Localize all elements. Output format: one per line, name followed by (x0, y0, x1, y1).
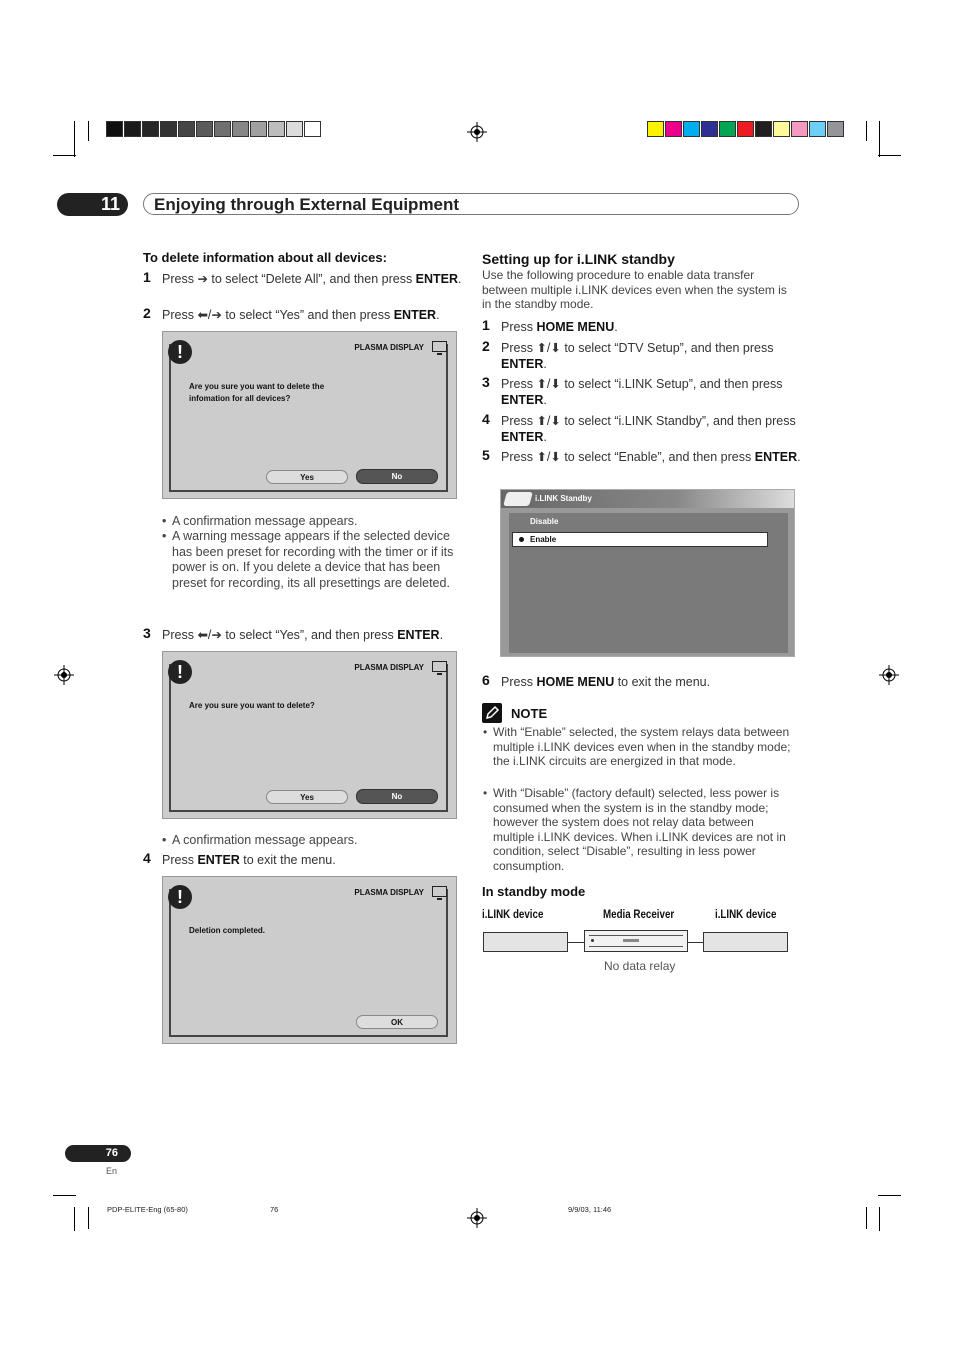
right-arrow-icon: ➔ (197, 272, 208, 286)
color-swatch (647, 121, 664, 137)
color-swatch (268, 121, 285, 137)
right-step-6: 6 Press HOME MENU to exit the menu. (482, 672, 711, 689)
warning-icon: ! (168, 885, 192, 909)
bullet-item: • A confirmation message appears. (162, 514, 472, 530)
color-swatch (214, 121, 231, 137)
color-swatch (665, 121, 682, 137)
color-swatch (755, 121, 772, 137)
color-swatch (701, 121, 718, 137)
left-step-3: 3 Press ⬅/➔ to select “Yes”, and then press ENTER. (143, 625, 444, 642)
selected-dot-icon (519, 537, 524, 542)
registration-mark-icon (879, 665, 899, 685)
tv-icon (432, 886, 447, 897)
right-step-3: 3 Press ⬆/⬇ to select “i.LINK Setup”, and then press ENTER. (482, 374, 783, 407)
dialog-brand: PLASMA DISPLAY (354, 343, 424, 352)
left-step-4: 4 Press ENTER to exit the menu. (143, 850, 336, 867)
color-swatch (250, 121, 267, 137)
up-down-arrows-icon: ⬆/⬇ (536, 450, 561, 464)
color-swatch (773, 121, 790, 137)
ilink-device-left (483, 932, 568, 952)
menu-option-enable[interactable]: Enable (512, 532, 768, 547)
bullet-item: • A warning message appears if the selected device has been preset for recording with the timer or if its power is on. If you delete a device that has been preset for recording, its all presettings are deleted. (162, 529, 472, 591)
color-swatch (196, 121, 213, 137)
yes-button[interactable]: Yes (266, 790, 348, 804)
warning-icon: ! (168, 340, 192, 364)
dialog-message: Are you sure you want to delete the infomation for all devices? (189, 382, 325, 403)
right-step-1: 1 Press HOME MENU. (482, 317, 618, 334)
registration-mark-icon (467, 1208, 487, 1228)
no-button[interactable]: No (356, 469, 438, 484)
note-item: • With “Disable” (factory default) selected, less power is consumed when the system is in the standby mode; however the system does not relay data between multiple i.LINK devices. When i.LINK devices are not in condition, select “Disable”, resulting in less power consumption. (483, 786, 798, 873)
dialog-brand: PLASMA DISPLAY (354, 663, 424, 672)
color-swatch (827, 121, 844, 137)
confirm-delete-dialog (162, 651, 457, 819)
menu-option-disable[interactable]: Disable (530, 517, 559, 526)
page-number: 76 (65, 1145, 131, 1162)
left-step-2: 2 Press ⬅/➔ to select “Yes” and then press ENTER. (143, 305, 440, 322)
color-swatch (286, 121, 303, 137)
color-swatch (809, 121, 826, 137)
deletion-completed-dialog (162, 876, 457, 1044)
page-lang: En (106, 1166, 118, 1176)
ok-button[interactable]: OK (356, 1015, 438, 1029)
standby-heading: In standby mode (482, 884, 586, 899)
note-item: • With “Enable” selected, the system relays data between multiple i.LINK devices even when in the standby mode; the i.LINK circuits are energized in that mode. (483, 725, 798, 769)
color-swatch (304, 121, 321, 137)
intro-text: Use the following procedure to enable data transfer between multiple i.LINK devices even when the system is in the standby mode. (482, 268, 787, 311)
tv-icon (432, 661, 447, 672)
bullet-item: • A confirmation message appears. (162, 833, 472, 849)
registration-mark-icon (54, 665, 74, 685)
warning-icon: ! (168, 660, 192, 684)
footer-file: PDP-ELITE-Eng (65-80) (107, 1205, 188, 1214)
menu-title: i.LINK Standby (535, 494, 592, 503)
up-down-arrows-icon: ⬆/⬇ (536, 341, 561, 355)
right-heading: Setting up for i.LINK standby (482, 251, 675, 267)
color-swatch (683, 121, 700, 137)
dialog-message: Deletion completed. (189, 926, 266, 935)
yes-button[interactable]: Yes (266, 470, 348, 484)
up-down-arrows-icon: ⬆/⬇ (536, 377, 561, 391)
left-step-1: 1 Press ➔ to select “Delete All”, and then press ENTER. (143, 269, 462, 286)
color-swatch (142, 121, 159, 137)
color-swatch (106, 121, 123, 137)
left-right-arrows-icon: ⬅/➔ (197, 628, 222, 642)
color-swatch (178, 121, 195, 137)
color-swatch (232, 121, 249, 137)
dialog-message: Are you sure you want to delete? (189, 701, 315, 710)
ilink-device-right (703, 932, 788, 952)
color-swatch (719, 121, 736, 137)
left-heading: To delete information about all devices: (143, 250, 387, 265)
color-swatch (124, 121, 141, 137)
left-right-arrows-icon: ⬅/➔ (197, 308, 222, 322)
diagram-caption: No data relay (604, 959, 676, 973)
right-step-4: 4 Press ⬆/⬇ to select “i.LINK Standby”, and then press ENTER. (482, 411, 796, 444)
footer-page: 76 (270, 1205, 279, 1214)
up-down-arrows-icon: ⬆/⬇ (536, 414, 561, 428)
device-right-label: i.LINK device (715, 909, 777, 921)
menu-logo-icon (503, 492, 533, 506)
ilink-standby-menu (500, 489, 795, 657)
color-swatch (160, 121, 177, 137)
dialog-brand: PLASMA DISPLAY (354, 888, 424, 897)
device-left-label: i.LINK device (482, 909, 544, 921)
note-pencil-icon (482, 703, 502, 723)
media-receiver-icon (584, 930, 688, 952)
color-swatch (737, 121, 754, 137)
chapter-number: 11 (57, 193, 128, 216)
no-button[interactable]: No (356, 789, 438, 804)
confirm-delete-all-dialog (162, 331, 457, 499)
chapter-title: Enjoying through External Equipment (143, 193, 799, 215)
cable-line (568, 942, 585, 943)
cable-line (688, 942, 704, 943)
footer-date: 9/9/03, 11:46 (568, 1205, 612, 1214)
right-step-2: 2 Press ⬆/⬇ to select “DTV Setup”, and then press ENTER. (482, 338, 774, 371)
right-step-5: 5 Press ⬆/⬇ to select “Enable”, and then press ENTER. (482, 447, 801, 464)
color-swatch (791, 121, 808, 137)
registration-mark-icon (467, 122, 487, 142)
receiver-label: Media Receiver (603, 909, 675, 921)
tv-icon (432, 341, 447, 352)
note-title: NOTE (511, 706, 548, 721)
